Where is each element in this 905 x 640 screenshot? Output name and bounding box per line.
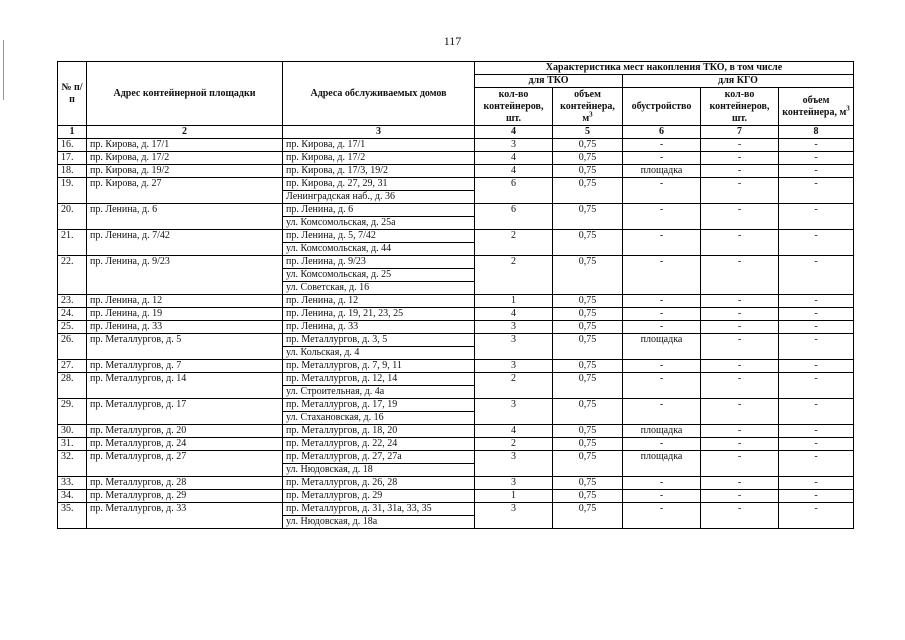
unit-sup: 3 (846, 104, 850, 113)
site-address: пр. Металлургов, д. 5 (87, 334, 283, 360)
table-row (58, 321, 854, 334)
container-count: 4 (475, 308, 553, 321)
container-count: 3 (475, 399, 553, 425)
served-address: ул. Советская, д. 16 (283, 282, 475, 295)
kgo-volume: - (779, 165, 854, 178)
container-volume: 0,75 (553, 334, 623, 360)
kgo-volume: - (779, 308, 854, 321)
container-volume: 0,75 (553, 477, 623, 490)
kgo-volume: - (779, 230, 854, 256)
row-number: 30. (58, 425, 87, 438)
container-volume: 0,75 (553, 230, 623, 256)
served-address: ул. Комсомольская, д. 44 (283, 243, 475, 256)
arrangement: - (623, 321, 701, 334)
container-volume: 0,75 (553, 425, 623, 438)
container-count: 6 (475, 204, 553, 230)
served-address: пр. Кирова, д. 27, 29, 31 (283, 178, 475, 191)
kgo-volume: - (779, 451, 854, 477)
site-address: пр. Ленина, д. 6 (87, 204, 283, 230)
arrangement: площадка (623, 451, 701, 477)
margin-mark (3, 40, 4, 100)
site-address: пр. Кирова, д. 17/1 (87, 139, 283, 152)
kgo-count: - (701, 139, 779, 152)
container-count: 3 (475, 321, 553, 334)
served-address: пр. Ленина, д. 12 (283, 295, 475, 308)
row-number: 25. (58, 321, 87, 334)
served-address: ул. Стахановская, д. 16 (283, 412, 475, 425)
served-address: пр. Металлургов, д. 22, 24 (283, 438, 475, 451)
kgo-count: - (701, 321, 779, 334)
site-address: пр. Ленина, д. 12 (87, 295, 283, 308)
container-volume: 0,75 (553, 308, 623, 321)
col-number: 1 (58, 126, 87, 139)
site-address: пр. Ленина, д. 7/42 (87, 230, 283, 256)
arrangement: площадка (623, 334, 701, 360)
served-address: пр. Металлургов, д. 3, 5 (283, 334, 475, 347)
header-for-tko: для ТКО (475, 75, 623, 88)
container-count: 1 (475, 295, 553, 308)
served-address: ул. Строительная, д. 4а (283, 386, 475, 399)
served-address: пр. Ленина, д. 19, 21, 23, 25 (283, 308, 475, 321)
container-volume: 0,75 (553, 139, 623, 152)
served-address: пр. Металлургов, д. 7, 9, 11 (283, 360, 475, 373)
kgo-count: - (701, 360, 779, 373)
kgo-volume: - (779, 373, 854, 399)
header-count-kgo: кол-во контейнеров, шт. (701, 88, 779, 126)
table-row (58, 425, 854, 438)
header-count-tko: кол-во контейнеров, шт. (475, 88, 553, 126)
arrangement: площадка (623, 425, 701, 438)
header-served-addresses: Адреса обслуживаемых домов (283, 62, 475, 126)
arrangement: - (623, 308, 701, 321)
table-row (58, 165, 854, 178)
site-address: пр. Ленина, д. 19 (87, 308, 283, 321)
kgo-volume: - (779, 256, 854, 295)
served-address: пр. Кирова, д. 17/3, 19/2 (283, 165, 475, 178)
site-address: пр. Металлургов, д. 7 (87, 360, 283, 373)
arrangement: - (623, 230, 701, 256)
served-address: ул. Нюдовская, д. 18 (283, 464, 475, 477)
table-row (58, 204, 854, 217)
kgo-count: - (701, 373, 779, 399)
site-address: пр. Ленина, д. 33 (87, 321, 283, 334)
kgo-count: - (701, 152, 779, 165)
served-address: ул. Кольская, д. 4 (283, 347, 475, 360)
container-count: 3 (475, 139, 553, 152)
header-volume-kgo (779, 88, 854, 126)
row-number: 32. (58, 451, 87, 477)
row-number: 24. (58, 308, 87, 321)
container-count: 4 (475, 425, 553, 438)
kgo-volume: - (779, 438, 854, 451)
served-address: пр. Металлургов, д. 31, 31а, 33, 35 (283, 503, 475, 516)
page-number: 117 (443, 34, 462, 48)
container-volume: 0,75 (553, 178, 623, 204)
kgo-count: - (701, 438, 779, 451)
arrangement: - (623, 399, 701, 425)
served-address: пр. Металлургов, д. 12, 14 (283, 373, 475, 386)
container-volume: 0,75 (553, 503, 623, 529)
header-characteristics: Характеристика мест накопления ТКО, в том числе (475, 62, 854, 75)
row-number: 17. (58, 152, 87, 165)
table-row (58, 178, 854, 191)
header-num: № п/п (58, 62, 87, 126)
served-address: пр. Кирова, д. 17/2 (283, 152, 475, 165)
served-address: пр. Ленина, д. 33 (283, 321, 475, 334)
row-number: 27. (58, 360, 87, 373)
arrangement: - (623, 360, 701, 373)
row-number: 23. (58, 295, 87, 308)
kgo-volume: - (779, 503, 854, 529)
kgo-count: - (701, 308, 779, 321)
header-volume-kgo-label: объем контейнера, м (782, 94, 847, 118)
container-volume: 0,75 (553, 490, 623, 503)
served-address: пр. Ленина, д. 5, 7/42 (283, 230, 475, 243)
served-address: пр. Металлургов, д. 26, 28 (283, 477, 475, 490)
table-row (58, 334, 854, 347)
container-volume: 0,75 (553, 295, 623, 308)
arrangement: - (623, 152, 701, 165)
kgo-volume: - (779, 477, 854, 490)
served-address: пр. Ленина, д. 9/23 (283, 256, 475, 269)
row-number: 26. (58, 334, 87, 360)
table-row (58, 139, 854, 152)
container-volume: 0,75 (553, 152, 623, 165)
arrangement: площадка (623, 165, 701, 178)
row-number: 20. (58, 204, 87, 230)
served-address: Ленинградская наб., д. 36 (283, 191, 475, 204)
served-address: ул. Нюдовская, д. 18а (283, 516, 475, 529)
served-address: пр. Металлургов, д. 17, 19 (283, 399, 475, 412)
kgo-count: - (701, 503, 779, 529)
container-count: 4 (475, 152, 553, 165)
kgo-count: - (701, 230, 779, 256)
container-count: 6 (475, 178, 553, 204)
container-volume: 0,75 (553, 399, 623, 425)
col-number: 6 (623, 126, 701, 139)
header-volume-tko (553, 88, 623, 126)
arrangement: - (623, 477, 701, 490)
site-address: пр. Кирова, д. 27 (87, 178, 283, 204)
site-address: пр. Металлургов, д. 17 (87, 399, 283, 425)
kgo-count: - (701, 425, 779, 438)
row-number: 18. (58, 165, 87, 178)
arrangement: - (623, 490, 701, 503)
col-number: 3 (283, 126, 475, 139)
arrangement: - (623, 438, 701, 451)
col-number: 4 (475, 126, 553, 139)
container-count: 2 (475, 230, 553, 256)
container-count: 2 (475, 438, 553, 451)
container-count: 3 (475, 451, 553, 477)
table-row (58, 438, 854, 451)
kgo-count: - (701, 477, 779, 490)
table-row (58, 503, 854, 516)
container-volume: 0,75 (553, 373, 623, 399)
table-row (58, 451, 854, 464)
container-volume: 0,75 (553, 360, 623, 373)
table-row (58, 308, 854, 321)
container-volume: 0,75 (553, 451, 623, 477)
site-address: пр. Кирова, д. 17/2 (87, 152, 283, 165)
kgo-volume: - (779, 399, 854, 425)
site-address: пр. Металлургов, д. 33 (87, 503, 283, 529)
container-count: 2 (475, 256, 553, 295)
header-arrangement: обустройство (623, 88, 701, 126)
arrangement: - (623, 178, 701, 204)
row-number: 19. (58, 178, 87, 204)
col-number: 7 (701, 126, 779, 139)
kgo-volume: - (779, 334, 854, 360)
kgo-count: - (701, 165, 779, 178)
arrangement: - (623, 256, 701, 295)
col-number: 2 (87, 126, 283, 139)
col-number: 8 (779, 126, 854, 139)
container-volume: 0,75 (553, 256, 623, 295)
header-site-address: Адрес контейнерной площадки (87, 62, 283, 126)
arrangement: - (623, 503, 701, 529)
container-volume: 0,75 (553, 321, 623, 334)
arrangement: - (623, 204, 701, 230)
kgo-volume: - (779, 139, 854, 152)
kgo-count: - (701, 204, 779, 230)
row-number: 29. (58, 399, 87, 425)
kgo-volume: - (779, 295, 854, 308)
table-row (58, 256, 854, 269)
table-row (58, 399, 854, 412)
table-row (58, 373, 854, 386)
site-address: пр. Кирова, д. 19/2 (87, 165, 283, 178)
table-row (58, 295, 854, 308)
container-volume: 0,75 (553, 165, 623, 178)
row-number: 22. (58, 256, 87, 295)
site-address: пр. Ленина, д. 9/23 (87, 256, 283, 295)
arrangement: - (623, 373, 701, 399)
site-address: пр. Металлургов, д. 14 (87, 373, 283, 399)
kgo-volume: - (779, 204, 854, 230)
kgo-volume: - (779, 152, 854, 165)
row-number: 16. (58, 139, 87, 152)
header-volume-tko-label: объем контейнера, м (560, 88, 615, 124)
container-count: 2 (475, 373, 553, 399)
unit-sup: 3 (589, 110, 593, 119)
container-count: 3 (475, 503, 553, 529)
container-count: 3 (475, 334, 553, 360)
table-row (58, 230, 854, 243)
container-count: 1 (475, 490, 553, 503)
arrangement: - (623, 139, 701, 152)
site-address: пр. Металлургов, д. 24 (87, 438, 283, 451)
containers-table (57, 61, 854, 529)
col-number: 5 (553, 126, 623, 139)
row-number: 35. (58, 503, 87, 529)
arrangement: - (623, 295, 701, 308)
table-row (58, 360, 854, 373)
served-address: пр. Ленина, д. 6 (283, 204, 475, 217)
kgo-volume: - (779, 425, 854, 438)
site-address: пр. Металлургов, д. 29 (87, 490, 283, 503)
kgo-count: - (701, 399, 779, 425)
container-volume: 0,75 (553, 204, 623, 230)
served-address: пр. Металлургов, д. 18, 20 (283, 425, 475, 438)
site-address: пр. Металлургов, д. 20 (87, 425, 283, 438)
table-row (58, 490, 854, 503)
container-count: 4 (475, 165, 553, 178)
kgo-count: - (701, 256, 779, 295)
served-address: ул. Комсомольская, д. 25а (283, 217, 475, 230)
row-number: 33. (58, 477, 87, 490)
kgo-count: - (701, 451, 779, 477)
served-address: пр. Кирова, д. 17/1 (283, 139, 475, 152)
container-count: 3 (475, 477, 553, 490)
kgo-count: - (701, 334, 779, 360)
kgo-count: - (701, 490, 779, 503)
site-address: пр. Металлургов, д. 27 (87, 451, 283, 477)
served-address: ул. Комсомольская, д. 25 (283, 269, 475, 282)
kgo-volume: - (779, 360, 854, 373)
row-number: 28. (58, 373, 87, 399)
container-count: 3 (475, 360, 553, 373)
column-numbers-row (58, 126, 854, 139)
header-for-kgo: для КГО (623, 75, 854, 88)
kgo-volume: - (779, 178, 854, 204)
row-number: 34. (58, 490, 87, 503)
served-address: пр. Металлургов, д. 27, 27а (283, 451, 475, 464)
kgo-volume: - (779, 321, 854, 334)
table-row (58, 477, 854, 490)
served-address: пр. Металлургов, д. 29 (283, 490, 475, 503)
kgo-count: - (701, 178, 779, 204)
kgo-count: - (701, 295, 779, 308)
site-address: пр. Металлургов, д. 28 (87, 477, 283, 490)
table-row (58, 152, 854, 165)
kgo-volume: - (779, 490, 854, 503)
row-number: 21. (58, 230, 87, 256)
row-number: 31. (58, 438, 87, 451)
container-volume: 0,75 (553, 438, 623, 451)
